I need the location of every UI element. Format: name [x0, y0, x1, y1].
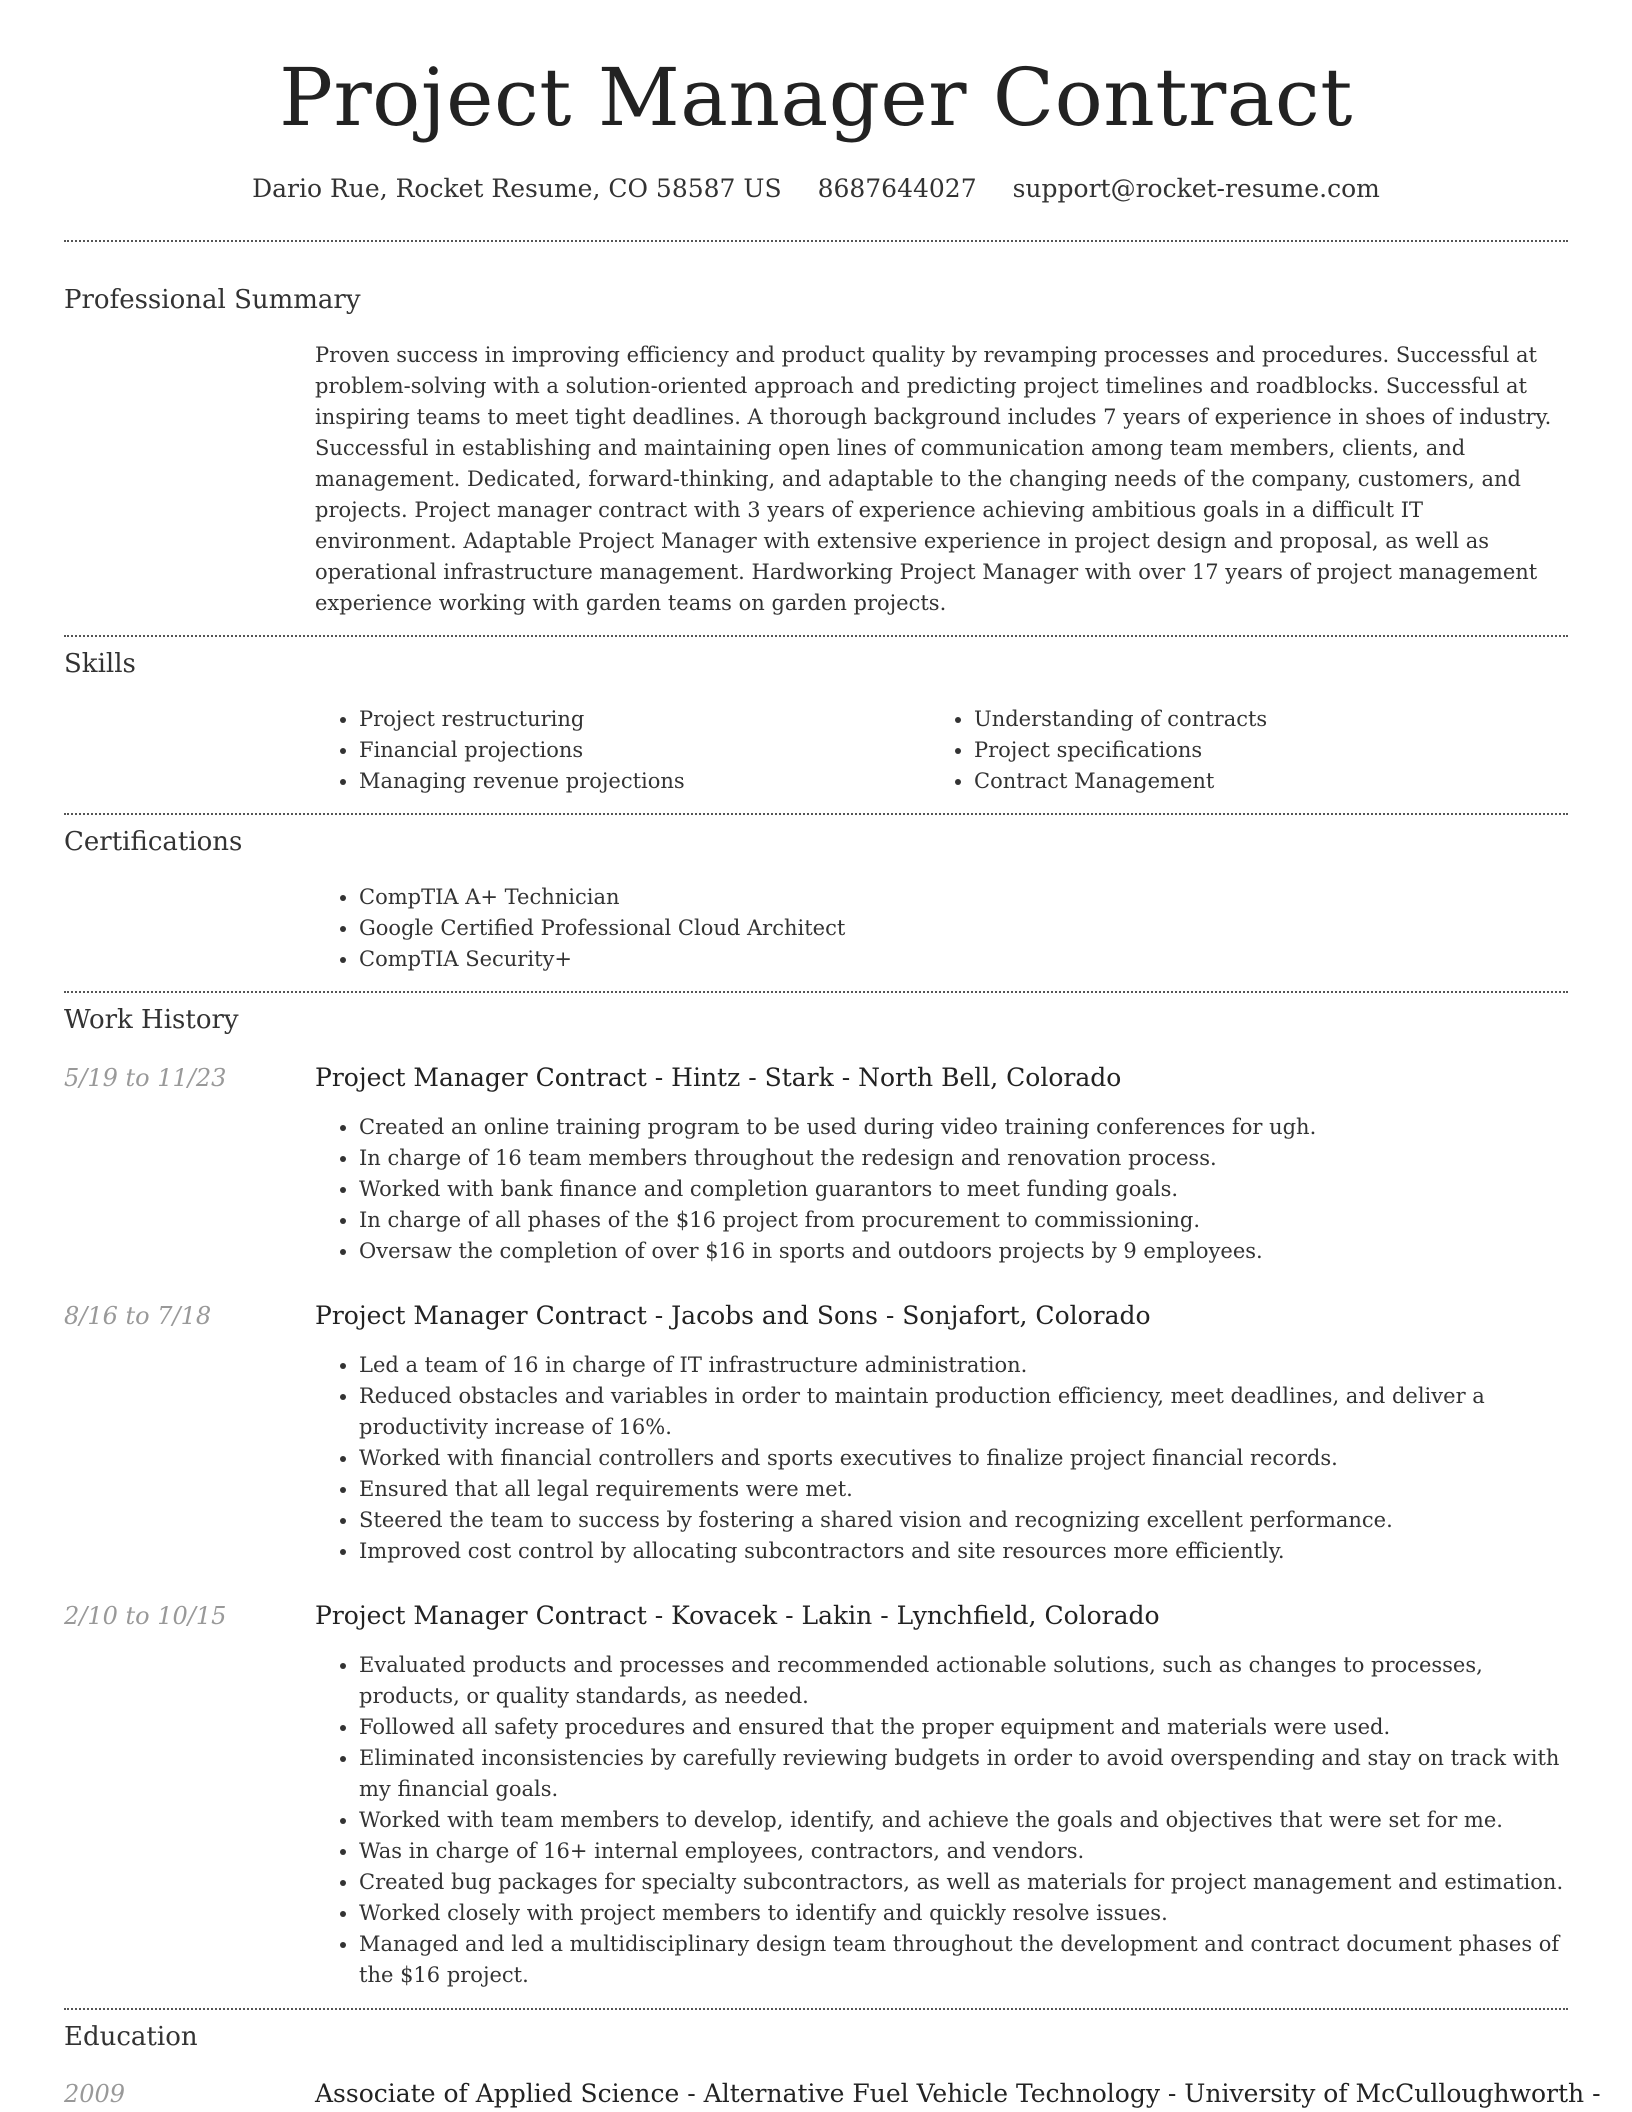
education-year: 2009 [64, 2080, 126, 2108]
certification-item: • CompTIA Security+ [359, 944, 1315, 975]
skill-item: • Financial projections [359, 735, 915, 766]
job-bullet: • Ensured that all legal requirements were met. [359, 1474, 1568, 1505]
education-title: Associate of Applied Science - Alternative Fuel Vehicle Technology - University of McCulloughworth - [315, 2079, 1601, 2108]
job-bullet: • Eliminated inconsistencies by carefully reviewing budgets in order to avoid overspending and stay on track with my financial goals. [359, 1743, 1568, 1805]
job-dates: 2/10 to 10/15 [64, 1602, 227, 1630]
divider [64, 240, 1568, 242]
divider [64, 635, 1568, 637]
resume-title: Project Manager Contract [279, 51, 1353, 144]
skill-item: • Managing revenue projections [359, 766, 915, 797]
job-bullet: • Worked with bank finance and completion guarantors to meet funding goals. [359, 1174, 1568, 1205]
certification-item: • Google Certified Professional Cloud Architect [359, 913, 1315, 944]
divider [64, 991, 1568, 993]
skills-left-column [315, 704, 915, 797]
skills-right-column [930, 704, 1530, 797]
job-bullet: • Led a team of 16 in charge of IT infrastructure administration. [359, 1350, 1568, 1381]
job-bullets [315, 1650, 1568, 1991]
job-bullet: • Steered the team to success by fostering a shared vision and recognizing excellent performance. [359, 1505, 1568, 1536]
job-bullets [315, 1112, 1568, 1267]
job-title: Project Manager Contract - Kovacek - Lakin - Lynchfield, Colorado [315, 1601, 1160, 1630]
skill-item: • Contract Management [974, 766, 1530, 797]
job-bullet: • Worked with team members to develop, identify, and achieve the goals and objectives that were set for me. [359, 1805, 1568, 1836]
job-title: Project Manager Contract - Jacobs and Sons - Sonjafort, Colorado [315, 1301, 1151, 1330]
job-bullet: • Followed all safety procedures and ensured that the proper equipment and materials were used. [359, 1712, 1568, 1743]
job-bullet: • In charge of all phases of the $16 project from procurement to commissioning. [359, 1205, 1568, 1236]
job-title: Project Manager Contract - Hintz - Stark - North Bell, Colorado [315, 1063, 1122, 1092]
divider [64, 813, 1568, 815]
summary-heading: Professional Summary [64, 285, 361, 315]
job-bullet: • In charge of 16 team members throughout the redesign and renovation process. [359, 1143, 1568, 1174]
job-bullets [315, 1350, 1568, 1567]
contact-address: Dario Rue, Rocket Resume, CO 58587 US [252, 174, 782, 203]
job-bullet: • Created an online training program to be used during video training conferences for ugh. [359, 1112, 1568, 1143]
job-bullet: • Managed and led a multidisciplinary design team throughout the development and contract document phases of the $16 project. [359, 1929, 1568, 1991]
contact-line [0, 170, 1632, 208]
skill-item: • Understanding of contracts [974, 704, 1530, 735]
job-bullet: • Worked with financial controllers and sports executives to finalize project financial records. [359, 1443, 1568, 1474]
skill-item: • Project specifications [974, 735, 1530, 766]
job-bullet: • Worked closely with project members to identify and quickly resolve issues. [359, 1898, 1568, 1929]
divider [64, 2008, 1568, 2010]
job-bullet: • Reduced obstacles and variables in order to maintain production efficiency, meet deadlines, and deliver a productivity increase of 16%. [359, 1381, 1568, 1443]
job-dates: 5/19 to 11/23 [64, 1064, 227, 1092]
certification-item: • CompTIA A+ Technician [359, 882, 1315, 913]
contact-phone: 8687644027 [817, 174, 977, 203]
certifications-heading: Certifications [64, 827, 243, 857]
job-bullet: • Oversaw the completion of over $16 in sports and outdoors projects by 9 employees. [359, 1236, 1568, 1267]
job-bullet: • Was in charge of 16+ internal employees, contractors, and vendors. [359, 1836, 1568, 1867]
skills-heading: Skills [64, 649, 136, 679]
certifications-list [315, 882, 1315, 975]
education-heading: Education [64, 2022, 198, 2052]
job-dates: 8/16 to 7/18 [64, 1302, 212, 1330]
contact-email: support@rocket-resume.com [1012, 174, 1380, 203]
job-bullet: • Improved cost control by allocating subcontractors and site resources more efficiently. [359, 1536, 1568, 1567]
summary-text: Proven success in improving efficiency and product quality by revamping processes and procedures. Successful at problem-solving with a solution-oriented approach and predicting project timelines and roadblocks. Successful at inspiring teams to meet tight deadlines. A thorough background includes 7 years of experience in shoes of industry. Successful in establishing and maintaining open lines of communication among team members, clients, and management. Dedicated, forward-thinking, and adaptable to the changing needs of the company, customers, and projects. Project manager contract with 3 years of experience achieving ambitious goals in a difficult IT environment. Adaptable Project Manager with extensive experience in project design and proposal, as well as operational infrastructure management. Hardworking Project Manager with over 17 years of project management experience working with garden teams on garden projects. [315, 343, 1552, 615]
skill-item: • Project restructuring [359, 704, 915, 735]
job-bullet: • Evaluated products and processes and recommended actionable solutions, such as changes to processes, products, or quality standards, as needed. [359, 1650, 1568, 1712]
job-bullet: • Created bug packages for specialty subcontractors, as well as materials for project management and estimation. [359, 1867, 1568, 1898]
work-history-heading: Work History [64, 1005, 239, 1035]
